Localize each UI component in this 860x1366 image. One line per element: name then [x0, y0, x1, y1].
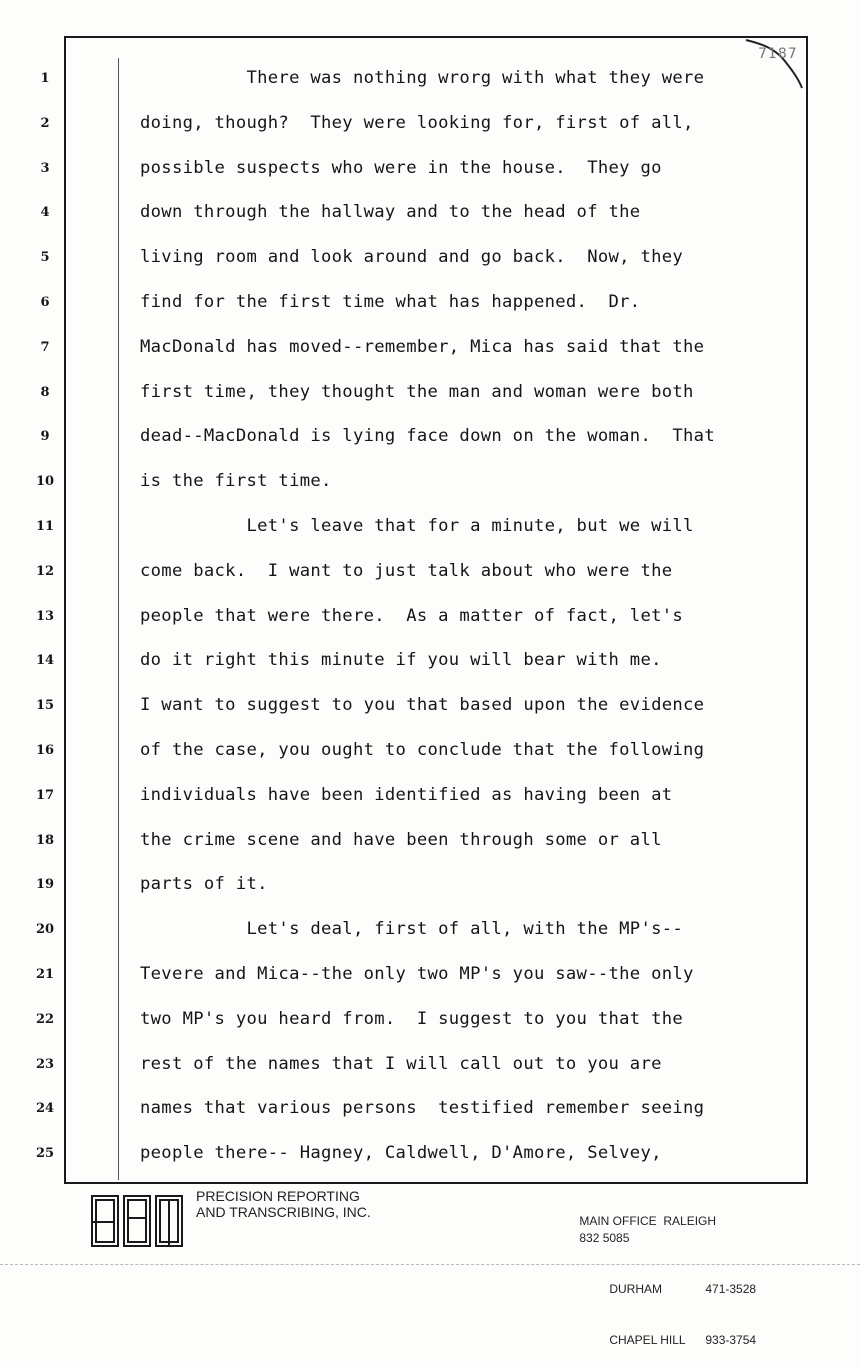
line-number: 7: [40, 339, 50, 355]
firm-name-line2: AND TRANSCRIBING, INC.: [196, 1204, 371, 1220]
line-number: 12: [35, 563, 55, 579]
transcript-line: find for the first time what has happened. Dr.: [140, 292, 641, 312]
office-phone: 832 5085: [579, 1231, 630, 1245]
frame-bottom-rule: [64, 1182, 806, 1184]
line-number: 21: [35, 967, 55, 982]
page-number: 7187: [758, 46, 798, 62]
transcript-line: MacDonald has moved--remember, Mica has said that the: [140, 336, 705, 357]
transcript-line: individuals have been identified as having been at: [140, 784, 673, 805]
transcript-line: down through the hallway and to the head of the: [140, 202, 641, 223]
office-city: CHAPEL HILL: [609, 1333, 686, 1347]
line-number: 6: [40, 295, 50, 310]
line-number: 2: [40, 115, 50, 131]
transcript-line: people there-- Hagney, Caldwell, D'Amore, Selvey,: [140, 1143, 662, 1164]
line-number: 15: [35, 698, 55, 714]
office-list: [566, 1196, 756, 1366]
line-number: 19: [35, 877, 55, 893]
line-number-gutter-rule: [118, 58, 119, 1180]
line-number: 22: [35, 1011, 55, 1027]
transcript-line: do it right this minute if you will bear with me.: [140, 650, 662, 671]
line-number: 4: [40, 205, 50, 221]
office-row-main: [566, 1196, 756, 1264]
transcript-line: Tevere and Mica--the only two MP's you saw--the only: [140, 964, 694, 984]
transcript-line: Let's deal, first of all, with the MP's--: [140, 919, 684, 940]
office-row-durham: [566, 1264, 756, 1315]
line-number: 16: [35, 743, 55, 758]
transcript-line: first time, they thought the man and woman were both: [140, 381, 694, 402]
firm-name: [196, 1188, 371, 1220]
scan-edge-rule: [0, 1264, 860, 1265]
office-phone: 471-3528: [705, 1282, 757, 1296]
transcript-line: Let's leave that for a minute, but we will: [140, 516, 694, 536]
line-number: 18: [35, 832, 55, 848]
line-number: 1: [40, 71, 50, 86]
line-number: 9: [40, 429, 50, 445]
transcript-line: I want to suggest to you that based upon the evidence: [140, 695, 705, 716]
office-city: DURHAM: [609, 1282, 663, 1296]
pat-logo: [84, 1192, 188, 1250]
transcript-line: of the case, you ought to conclude that the following: [140, 740, 705, 760]
line-number: 5: [40, 250, 50, 266]
transcript-line: possible suspects who were in the house. They go: [140, 157, 662, 178]
line-number: 8: [40, 384, 50, 400]
transcript-line: rest of the names that I will call out to you are: [140, 1053, 662, 1074]
line-number: 11: [35, 519, 55, 534]
office-row-chapel-hill: [566, 1315, 756, 1366]
line-number: 3: [40, 160, 50, 176]
transcript-line: There was nothing wrorg with what they were: [140, 68, 705, 88]
line-number: 24: [35, 1101, 55, 1117]
line-number: 17: [35, 787, 55, 803]
transcript-line: parts of it.: [140, 874, 268, 895]
office-city: MAIN OFFICE RALEIGH: [579, 1214, 717, 1228]
transcript-line: the crime scene and have been through some or all: [140, 829, 662, 850]
transcript-line: two MP's you heard from. I suggest to you that the: [140, 1008, 684, 1029]
transcript-line: doing, though? They were looking for, first of all,: [140, 112, 694, 133]
transcript-line: come back. I want to just talk about who were the: [140, 560, 673, 581]
line-number: 14: [35, 653, 55, 669]
office-phone: 933-3754: [705, 1333, 757, 1347]
transcript-line: is the first time.: [140, 471, 332, 492]
line-number: 10: [35, 474, 55, 490]
firm-name-line1: PRECISION REPORTING: [196, 1188, 360, 1204]
transcript-line: dead--MacDonald is lying face down on the woman. That: [140, 426, 715, 447]
line-number: 25: [35, 1146, 55, 1162]
transcript-line: living room and look around and go back. Now, they: [140, 247, 684, 268]
line-number: 13: [35, 608, 55, 624]
line-number: 23: [35, 1056, 55, 1072]
transcript-line: people that were there. As a matter of fact, let's: [140, 605, 684, 626]
line-number: 20: [35, 922, 55, 938]
transcript-line: names that various persons testified remember seeing: [140, 1098, 705, 1119]
